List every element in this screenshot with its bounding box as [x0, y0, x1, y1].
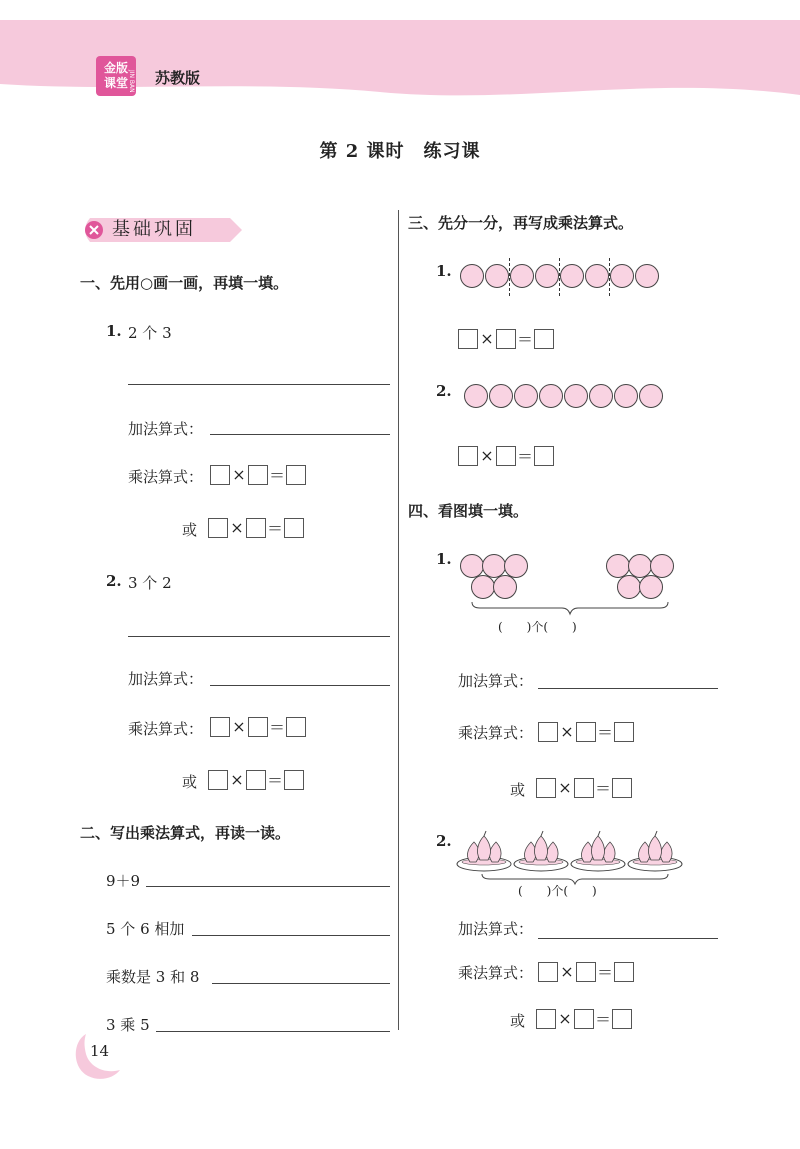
answer-box[interactable]	[576, 962, 596, 982]
answer-box[interactable]	[614, 962, 634, 982]
section3-title: 三、先分一分，再写成乘法算式。	[408, 214, 634, 232]
answer-box[interactable]	[612, 1009, 632, 1029]
s4-q2-or-label: 或	[510, 1012, 526, 1030]
s4-q2-multiplication-label: 乘法算式：	[458, 964, 534, 982]
answer-box[interactable]	[286, 717, 306, 737]
pear-plate-icon	[457, 831, 511, 871]
circle	[514, 384, 538, 408]
column-divider	[398, 210, 399, 1030]
logo-side-text: JIN BAN	[128, 70, 135, 93]
s4-q1-group-left	[460, 554, 540, 600]
s4-q2-equation-2: × ＝	[536, 1007, 632, 1030]
s2-item-4: 3 乘 5	[106, 1016, 150, 1034]
answer-box[interactable]	[538, 722, 558, 742]
s1-q1-multiplication-label: 乘法算式：	[128, 468, 204, 486]
s4-q1-multiplication-label: 乘法算式：	[458, 724, 534, 742]
answer-box[interactable]	[538, 962, 558, 982]
circle	[639, 575, 663, 599]
circle	[589, 384, 613, 408]
s1-q1-number: 1.	[106, 322, 122, 340]
s2-item-4-answer-line[interactable]	[156, 1031, 390, 1032]
s4-q1-group-right	[606, 554, 686, 600]
s3-q2-number: 2.	[436, 382, 452, 400]
answer-box[interactable]	[248, 465, 268, 485]
s4-q2-equation-1: × ＝	[538, 960, 634, 983]
pear-plate-icon	[628, 831, 682, 871]
s4-q2-caption: ( )个( )	[518, 884, 597, 898]
circle	[539, 384, 563, 408]
answer-box[interactable]	[576, 722, 596, 742]
s4-q2-addition-answer-line[interactable]	[538, 938, 718, 939]
s1-q1-or-label: 或	[182, 521, 198, 539]
logo-top-text: 金版	[103, 61, 128, 75]
s4-q2-addition-label: 加法算式：	[458, 920, 534, 938]
s4-q2-number: 2.	[436, 832, 452, 850]
answer-box[interactable]	[534, 329, 554, 349]
circle	[614, 384, 638, 408]
s1-q2-equation-1: × ＝	[210, 715, 306, 738]
logo-bottom-text: 课堂	[103, 76, 128, 90]
s2-item-1-answer-line[interactable]	[146, 886, 390, 887]
s4-q1-addition-label: 加法算式：	[458, 672, 534, 690]
answer-box[interactable]	[574, 1009, 594, 1029]
s3-q1-number: 1.	[436, 262, 452, 280]
answer-box[interactable]	[246, 770, 266, 790]
s1-q2-number: 2.	[106, 572, 122, 590]
s1-q1-equation-2: × ＝	[208, 516, 304, 539]
answer-box[interactable]	[246, 518, 266, 538]
s1-q1-drawing-line[interactable]	[128, 384, 390, 385]
divider-dashes	[460, 258, 664, 296]
s4-q1-addition-answer-line[interactable]	[538, 688, 718, 689]
answer-box[interactable]	[458, 446, 478, 466]
lesson-title: 第 2 课时 练习课	[319, 141, 481, 162]
section2-title: 二、写出乘法算式，再读一读。	[80, 824, 291, 842]
circle	[617, 575, 641, 599]
circle	[464, 384, 488, 408]
circle	[471, 575, 495, 599]
answer-box[interactable]	[210, 717, 230, 737]
section1-title: 一、先用○画一画，再填一填。	[80, 274, 289, 292]
s1-q1-equation-1: × ＝	[210, 463, 306, 486]
answer-box[interactable]	[208, 770, 228, 790]
answer-box[interactable]	[284, 770, 304, 790]
s1-q1-text: 2 个 3	[128, 324, 172, 342]
s1-q2-drawing-line[interactable]	[128, 636, 390, 637]
answer-box[interactable]	[534, 446, 554, 466]
s2-item-2: 5 个 6 相加	[106, 920, 185, 938]
s1-q1-addition-label: 加法算式：	[128, 420, 204, 438]
s4-q1-or-label: 或	[510, 781, 526, 799]
answer-box[interactable]	[208, 518, 228, 538]
s3-q2-circle-row	[464, 384, 668, 410]
answer-box[interactable]	[612, 778, 632, 798]
answer-box[interactable]	[496, 329, 516, 349]
s1-q1-addition-answer-line[interactable]	[210, 434, 390, 435]
s1-q2-addition-label: 加法算式：	[128, 670, 204, 688]
s2-item-3: 乘数是 3 和 8	[106, 968, 200, 986]
s3-q1-circle-row	[460, 264, 664, 290]
page-number: 14	[90, 1042, 110, 1060]
s3-q2-equation: × ＝	[458, 444, 554, 467]
s4-q1-number: 1.	[436, 550, 452, 568]
pear-plate-icon	[514, 831, 568, 871]
s3-q1-equation: × ＝	[458, 327, 554, 350]
answer-box[interactable]	[574, 778, 594, 798]
s1-q2-or-label: 或	[182, 773, 198, 791]
circle	[564, 384, 588, 408]
answer-box[interactable]	[614, 722, 634, 742]
edition-label: 苏教版	[155, 69, 201, 87]
pear-plate-icon	[571, 831, 625, 871]
answer-box[interactable]	[284, 518, 304, 538]
answer-box[interactable]	[248, 717, 268, 737]
publisher-logo	[96, 56, 136, 96]
section4-title: 四、看图填一填。	[408, 502, 529, 520]
s2-item-3-answer-line[interactable]	[212, 983, 390, 984]
circle	[489, 384, 513, 408]
s2-item-2-answer-line[interactable]	[192, 935, 390, 936]
s2-item-1: 9＋9	[106, 872, 141, 890]
s1-q2-text: 3 个 2	[128, 574, 172, 592]
answer-box[interactable]	[458, 329, 478, 349]
s1-q2-multiplication-label: 乘法算式：	[128, 720, 204, 738]
s1-q2-equation-2: × ＝	[208, 768, 304, 791]
answer-box[interactable]	[286, 465, 306, 485]
s4-q1-equation-2: × ＝	[536, 776, 632, 799]
answer-box[interactable]	[496, 446, 516, 466]
s1-q2-addition-answer-line[interactable]	[210, 685, 390, 686]
answer-box[interactable]	[210, 465, 230, 485]
answer-box[interactable]	[536, 778, 556, 798]
s4-q1-equation-1: × ＝	[538, 720, 634, 743]
circle	[639, 384, 663, 408]
circle	[493, 575, 517, 599]
s4-q1-caption: ( )个( )	[498, 620, 577, 634]
s4-q1-brace	[470, 600, 670, 616]
banner-title: 基础巩固	[112, 219, 196, 240]
answer-box[interactable]	[536, 1009, 556, 1029]
